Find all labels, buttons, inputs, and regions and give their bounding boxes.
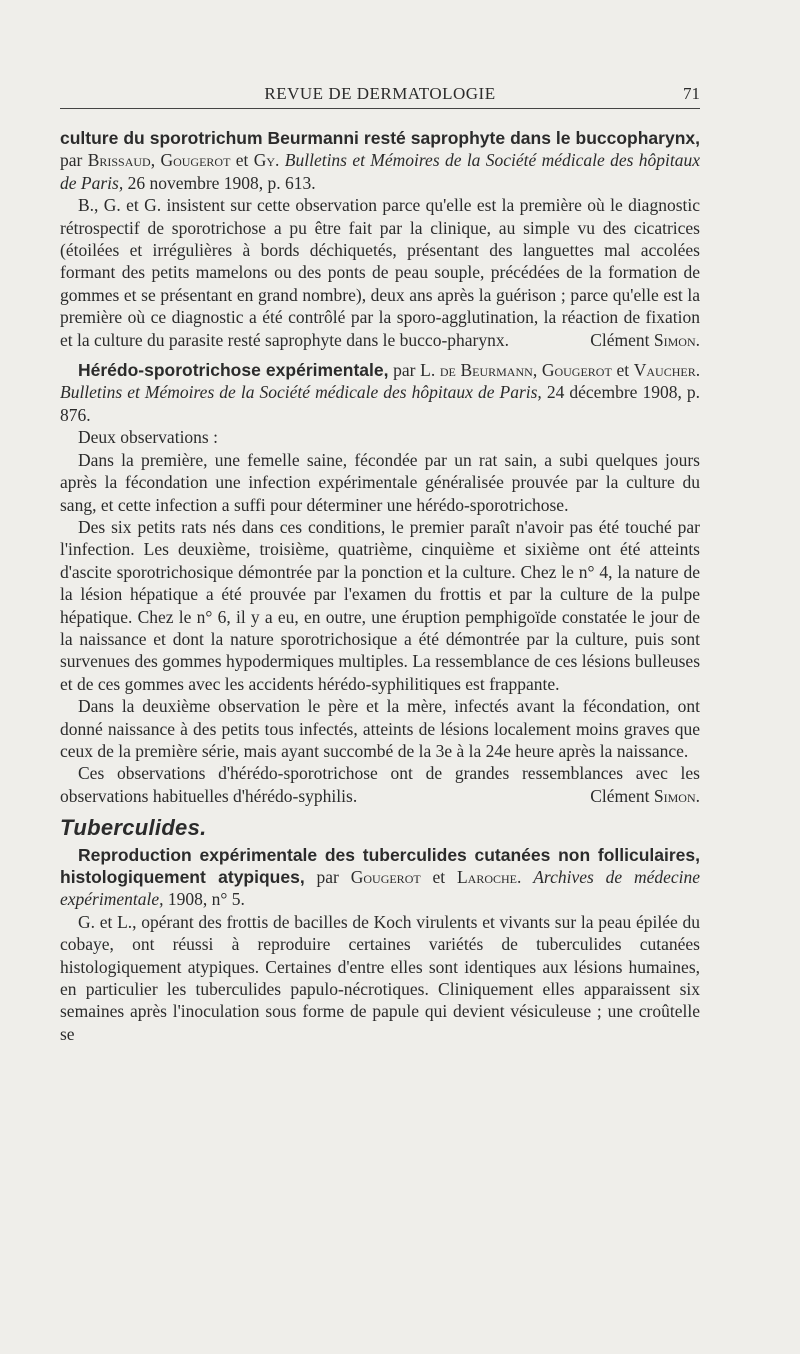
page-number: 71: [683, 84, 700, 103]
entry-2-signature: [572, 785, 700, 807]
entry-1-body-text: B., G. et G. insistent sur cette observation parce qu'elle est la première où le diagnostic rétrospectif de sporotrichose a pu être fait par la clinique, au simple vu des cicatrices (étoilées et irrégulières à bords déchiquetés, présentant des languettes mal accolées formant des petits mamelons ou des ponts de peau souple, précédées de la formation de gommes et se présentant en grand nombre), deux ans après la guérison ; parce qu'elle est la première où ce diagnostic a été contrôlé par la sporo-agglutination, la réaction de fixation et la culture du parasite resté saprophyte dans le bucco-pharynx.: [60, 195, 700, 350]
entry-3-author-2: Laroche.: [456, 867, 522, 887]
entry-2-author-3: Vaucher.: [633, 360, 701, 381]
entry-1-signature-first: Clément: [590, 329, 650, 350]
entry-1-par: par: [60, 150, 83, 171]
entry-2-para-4: Dans la deuxième observation le père et la mère, infectés avant la fécondation, ont donné naissance à des petits tous infectés, atteints de lésions localement moins graves que ceux de la première série, mais ayant succombé de la 3e à la 24e heure après la naissance.: [60, 696, 700, 761]
entry-1-comma: ,: [150, 150, 156, 171]
entry-3-body: G. et L., opérant des frottis de bacilles de Koch virulents et vivants sur la peau épilée du cobaye, ont réussi à reproduire certaines variétés de tuberculides cutanées histologiquement atypiques. Certaines d'entre elles sont identiques aux lésions humaines, en particulier les tuberculides papulo-nécrotiques. Cliniquement elles apparaissent six semaines après l'inoculation sous forme de papule qui devient vésiculeuse ; une croûtelle se: [60, 911, 700, 1044]
entry-1-author-1: Brissaud: [87, 150, 151, 171]
entry-2-par: par: [393, 360, 416, 381]
entry-1-et: et: [235, 150, 249, 171]
entry-2-para-5-text: Ces observations d'hérédo-sporotrichose ont de grandes ressemblances avec les observations habituelles d'hérédo-syphilis.: [60, 763, 700, 806]
entry-2-title: Hérédo-sporotrichose expérimentale,: [78, 360, 389, 381]
entry-1-citation: [60, 127, 700, 194]
entry-3-et: et: [432, 867, 446, 887]
entry-1-date: 26 novembre 1908, p. 613.: [127, 172, 316, 193]
entry-2-date: 24 décembre 1908, p. 876.: [60, 382, 700, 425]
entry-1-signature: [572, 329, 700, 351]
running-header: [60, 84, 700, 109]
entry-3-date: 1908, n° 5.: [167, 889, 245, 910]
entry-3-journal: Archives de médecine expérimentale,: [60, 867, 701, 910]
entry-3-title: Reproduction expérimentale des tuberculides cutanées non folliculaires, histologiquement atypiques,: [60, 844, 700, 887]
entry-1-journal: Bulletins et Mémoires de la Société médicale des hôpitaux de Paris,: [60, 150, 701, 193]
entry-2-para-2: Dans la première, une femelle saine, fécondée par un rat sain, a subi quelques jours après la fécondation une infection expérimentale généralisée prouvée par la culture du sang, et cette infection a suffi pour déterminer une hérédo-sporotrichose.: [60, 449, 700, 515]
entry-2-citation: [60, 359, 700, 426]
entry-2-author-2: Gougerot: [541, 360, 612, 381]
article-body: [60, 127, 700, 1045]
entry-1-author-3: Gy.: [253, 150, 280, 171]
entry-2-et: et: [616, 360, 630, 381]
entry-3-par: par: [316, 867, 339, 887]
entry-2-para-5: [60, 762, 700, 807]
entry-2-author-1: L. de Beurmann: [420, 360, 533, 381]
entry-2-para-3: Des six petits rats nés dans ces conditions, le premier paraît n'avoir pas été touché par l'infection. Les deuxième, troisième, quatrième, cinquième et sixième ont été atteints d'ascite sporotrichosique démontrée par la ponction et la culture. Chez le n° 4, la nature de la lésion hépatique a été prouvée par l'examen du frottis et par la culture de la pulpe hépatique. Chez le n° 6, il y a eu, en outre, une éruption pemphigoïde constatée le jour de la naissance et dont la nature sporotrichosique a été démontrée par la culture, puis sont survenues des gommes hypodermiques multiples. La ressemblance de ces lésions bulleuses et de ces gommes avec les accidents hérédo-syphilitiques est frappante.: [60, 516, 700, 694]
entry-3-citation: [60, 844, 700, 911]
entry-1-title: culture du sporotrichum Beurmanni resté saprophyte dans le buccopharynx,: [60, 128, 700, 148]
entry-2-signature-last: Simon.: [653, 785, 700, 806]
journal-header-title: REVUE DE DERMATOLOGIE: [264, 84, 496, 103]
section-heading: Tuberculides.: [60, 815, 207, 841]
entry-2-para-1: Deux observations :: [78, 427, 218, 448]
entry-2-journal: Bulletins et Mémoires de la Société médicale des hôpitaux de Paris,: [60, 382, 542, 403]
entry-2-signature-first: Clément: [590, 785, 650, 806]
entry-3-author-1: Gougerot: [350, 867, 421, 887]
entry-1-signature-last: Simon.: [653, 329, 700, 350]
entry-2-comma: ,: [532, 360, 538, 381]
entry-1-author-2: Gougerot: [160, 150, 231, 171]
entry-1-body: [60, 194, 700, 351]
